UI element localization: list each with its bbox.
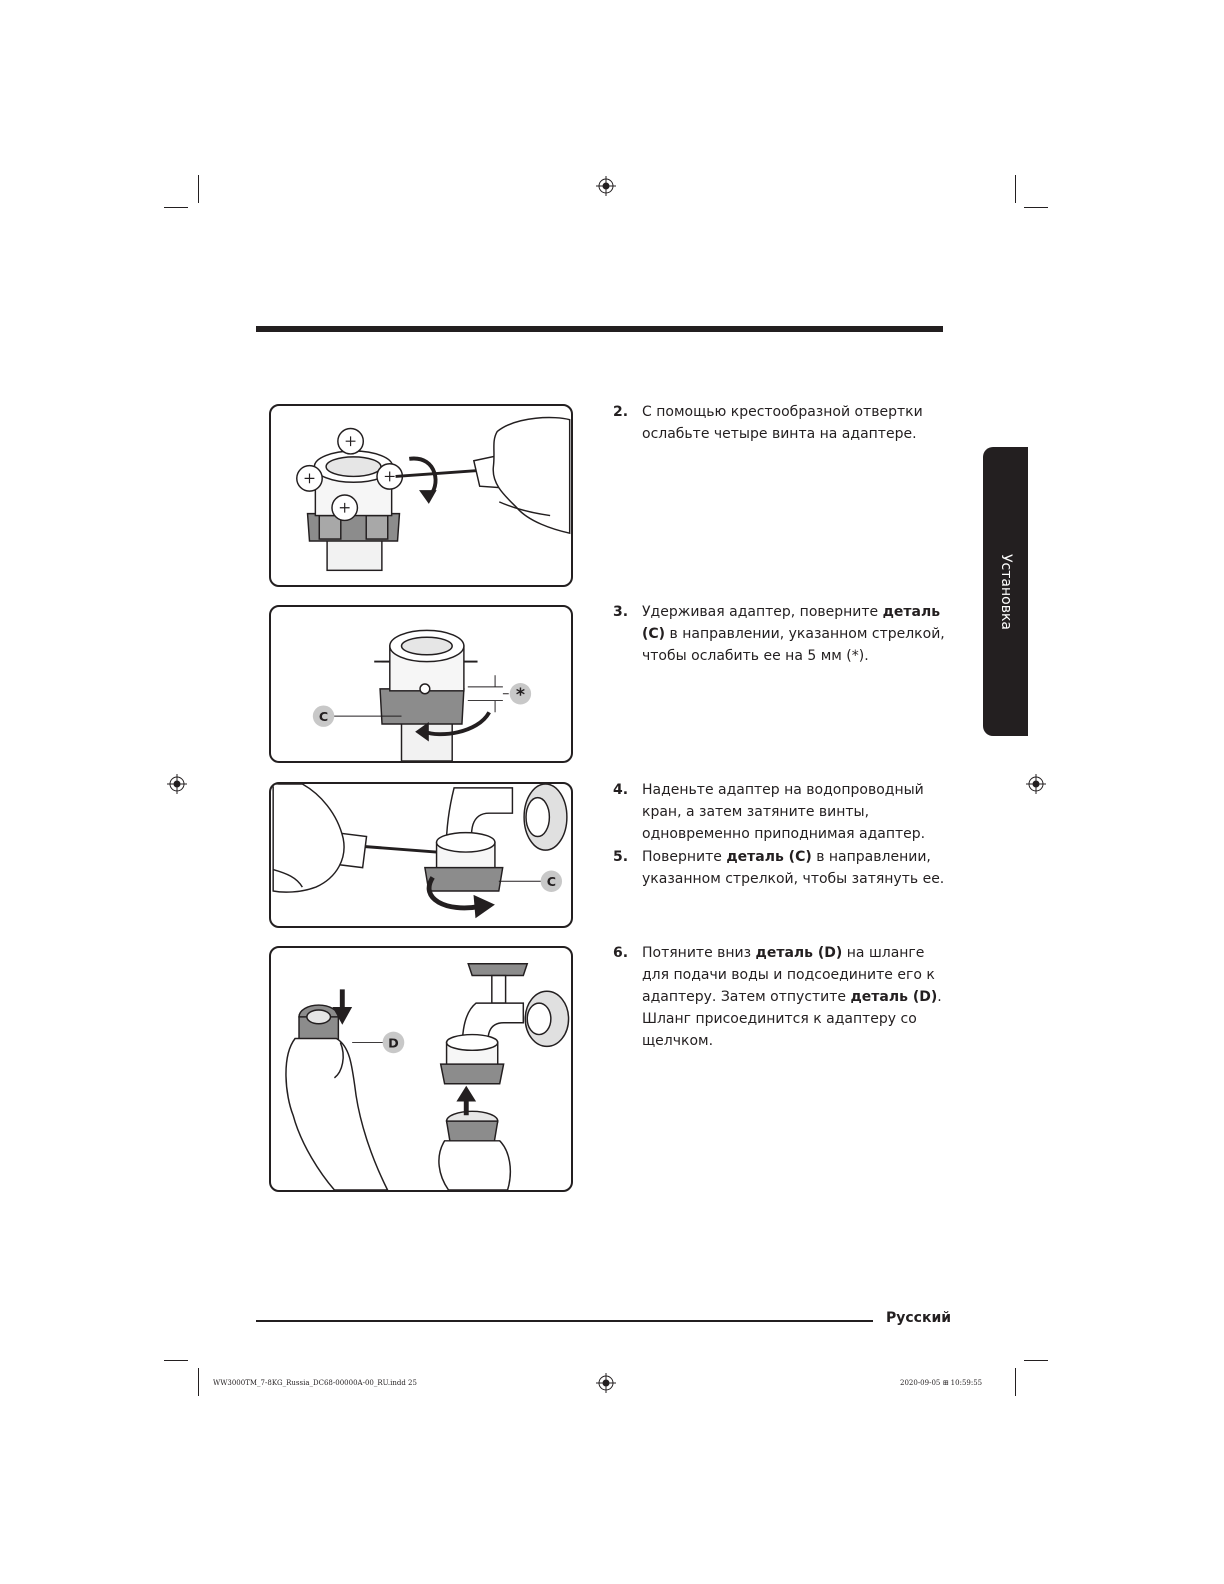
step-part: в направлении, указанном стрелкой, чтобы затянуть ее. (642, 849, 945, 887)
crop-mark (198, 1368, 199, 1396)
step-number: 4. (613, 782, 629, 798)
step-part: Удерживая адаптер, поверните (642, 604, 883, 620)
part-c-label: C (318, 709, 329, 725)
registration-mark-icon (596, 1373, 616, 1393)
part-c-label: C (546, 874, 556, 890)
step-part-bold: деталь (C) (726, 849, 812, 865)
section-rule (256, 326, 943, 332)
figure-loosen-screws (269, 404, 573, 587)
registration-mark-icon (596, 176, 616, 196)
step-part-bold: деталь (D) (850, 989, 938, 1005)
step-text (642, 846, 953, 890)
step-part: С помощью крестообразной отвертки ослабьте четыре винта на адаптере. (642, 404, 923, 442)
dimension-star-label: * (515, 685, 526, 706)
adapter-screws-illustration (271, 406, 571, 585)
step-part: на шланге для подачи воды и подсоедините его к адаптеру. Затем отпустите (642, 945, 935, 1005)
step-part: Наденьте адаптер на водопроводный кран, а затем затяните винты, одновременно приподнимая адаптер. (642, 782, 926, 842)
figure-loosen-part-c (269, 605, 573, 763)
footer-rule (256, 1320, 873, 1322)
step-number: 6. (613, 945, 629, 961)
step-number: 2. (613, 404, 629, 420)
date-slug: 2020-09-05 ⊞ 10:59:55 (900, 1379, 983, 1387)
figure-mount-on-tap (269, 782, 573, 928)
step-4 (613, 779, 953, 845)
step-part: Потяните вниз (642, 945, 756, 961)
step-6 (613, 942, 953, 1052)
crop-mark (1015, 175, 1016, 203)
crop-mark (164, 1360, 188, 1361)
hose-connection-illustration (271, 948, 571, 1190)
section-side-tab-label: Установка (997, 553, 1014, 630)
crop-mark (164, 207, 188, 208)
step-part: в направлении, указанном стрелкой, чтобы ослабить ее на 5 мм (*). (642, 626, 945, 664)
step-text (642, 601, 953, 667)
crop-mark (1024, 1360, 1048, 1361)
section-side-tab (983, 447, 1028, 736)
step-part-bold: деталь (D) (755, 945, 843, 961)
registration-mark-icon (1026, 774, 1046, 794)
registration-mark-icon (167, 774, 187, 794)
step-number: 3. (613, 604, 629, 620)
crop-mark (1024, 207, 1048, 208)
step-part: . Шланг присоединится к адаптеру со щелчком. (642, 989, 942, 1049)
step-text (642, 401, 953, 445)
step-part-bold: деталь (C) (642, 604, 941, 642)
step-text (642, 779, 953, 845)
footer-language: Русский (886, 1310, 952, 1326)
step-text (642, 942, 953, 1052)
figure-connect-hose (269, 946, 573, 1192)
crop-mark (198, 175, 199, 203)
step-part: Поверните (642, 849, 727, 865)
step-2 (613, 401, 953, 445)
step-number: 5. (613, 849, 629, 865)
part-d-label: D (388, 1036, 399, 1052)
step-3 (613, 601, 953, 667)
crop-mark (1015, 1368, 1016, 1396)
adapter-part-c-illustration (271, 607, 571, 761)
adapter-on-tap-illustration (271, 784, 571, 926)
file-slug: WW3000TM_7-8KG_Russia_DC68-00000A-00_RU.indd 25 (213, 1379, 417, 1387)
step-5 (613, 846, 953, 890)
